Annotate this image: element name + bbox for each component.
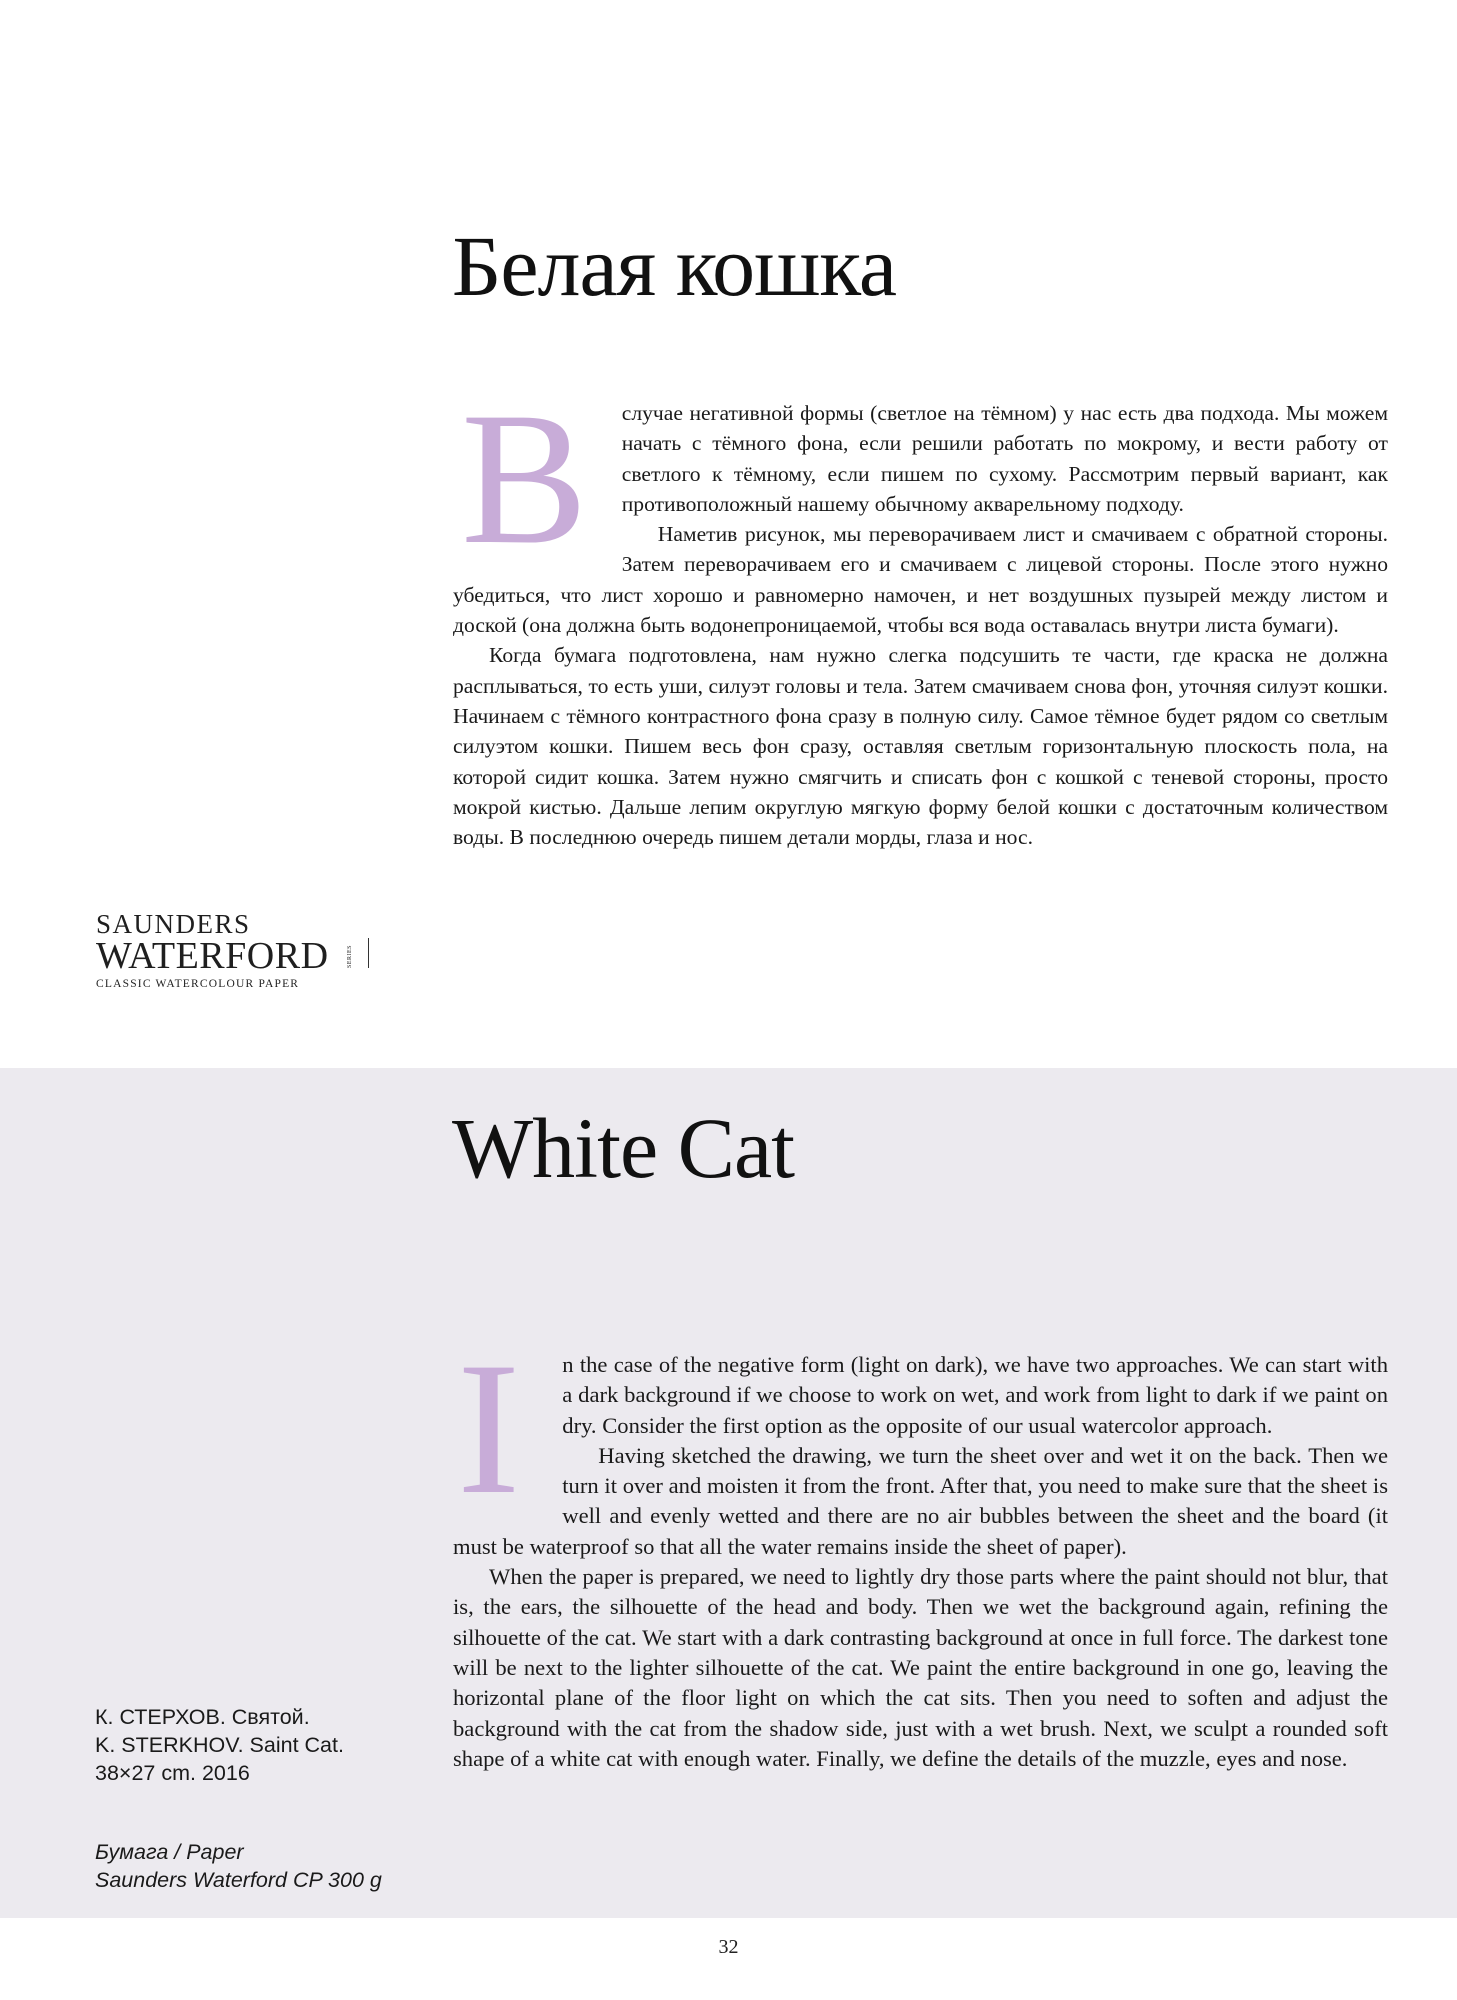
artwork-caption: [95, 1703, 344, 1787]
caption-paper-name: Saunders Waterford CP 300 g: [95, 1868, 382, 1892]
caption-artist-en: K. STERKHOV. Saint Cat.: [95, 1733, 344, 1757]
dropcap-english: I: [457, 1324, 521, 1534]
caption-artist-ru: К. СТЕРХОВ. Святой.: [95, 1705, 310, 1729]
paragraph-ru-2: Наметив рисунок, мы переворачиваем лист и смачиваем с обратной стороны. Затем переворачиваем его и смачиваем с лицевой стороны. После этого нужно убедиться, что лист хорошо и равномерно намочен, и нет воздушных пузырей между листом и доской (она должна быть водонепроницаемой, чтобы вся вода оставалась внутри листа бумаги).: [453, 522, 1388, 638]
caption-paper-label: Бумага / Paper: [95, 1840, 244, 1864]
brand-name-line2: [96, 935, 369, 977]
paragraph-en-2: Having sketched the drawing, we turn the sheet over and wet it on the back. Then we turn it over and moisten it from the front. After that, you need to make sure that the sheet is well and evenly wetted and there are no air bubbles between the sheet and the board (it must be waterproof so that all the water remains inside the sheet of paper).: [453, 1442, 1388, 1559]
dropcap-russian: В: [461, 374, 588, 584]
paragraph-en-1: n the case of the negative form (light on dark), we have two approaches. We can start with a dark background if we choose to work on wet, and work from light to dark if we paint on dry. Consider the first option as the opposite of our usual watercolor approach.: [562, 1352, 1388, 1438]
paragraph-en-3: When the paper is prepared, we need to lightly dry those parts where the paint should not blur, that is, the ears, the silhouette of the head and body. Then we wet the background again, refining the silhouette of the cat. We start with a dark contrasting background at once in full force. The darkest tone will be next to the lighter silhouette of the cat. We paint the entire background in one go, leaving the horizontal plane of the floor light on which the cat sits. Then you need to soften and adjust the background with the cat from the shadow side, just with a wet brush. Next, we sculpt a rounded soft shape of a white cat with enough water. Finally, we define the details of the muzzle, eyes and nose.: [453, 1564, 1388, 1771]
paper-caption: [95, 1838, 382, 1894]
brand-waterford: WATERFORD: [96, 935, 329, 977]
caption-size-year: 38×27 cm. 2016: [95, 1761, 250, 1785]
brand-tagline: CLASSIC WATERCOLOUR PAPER: [96, 978, 300, 990]
saunders-waterford-logo: [96, 910, 369, 990]
body-russian: [453, 374, 1388, 852]
page-number: 32: [718, 1936, 739, 1958]
body-english: [453, 1324, 1388, 1774]
brand-series-mark: SERIES: [332, 938, 369, 968]
paragraph-ru-3: Когда бумага подготовлена, нам нужно слегка подсушить те части, где краска не должна расплываться, то есть уши, силуэт головы и тела. Затем смачиваем снова фон, уточняя силуэт кошки. Начинаем с тёмного контрастного фона сразу в полную силу. Самое тёмное будет рядом со светлым силуэтом кошки. Пишем весь фон сразу, оставляя светлым горизонтальную плоскость пола, на которой сидит кошка. Затем нужно смягчить и списать фон с кошкой с теневой стороны, просто мокрой кистью. Дальше лепим округлую мягкую форму белой кошки с достаточным количеством воды. В последнюю очередь пишем детали морды, глаза и нос.: [453, 643, 1388, 850]
brand-name-line1: SAUNDERS: [96, 909, 251, 939]
paragraph-ru-1: случае негативной формы (светлое на тёмном) у нас есть два подхода. Мы можем начать с тёмного фона, если решили работать по мокрому, и вести работу от светлого к тёмному, если пишем по сухому. Рассмотрим первый вариант, как противоположный нашему обычному акварельному подходу.: [621, 401, 1388, 516]
title-russian: Белая кошка: [452, 218, 896, 314]
title-english: White Cat: [452, 1100, 795, 1196]
